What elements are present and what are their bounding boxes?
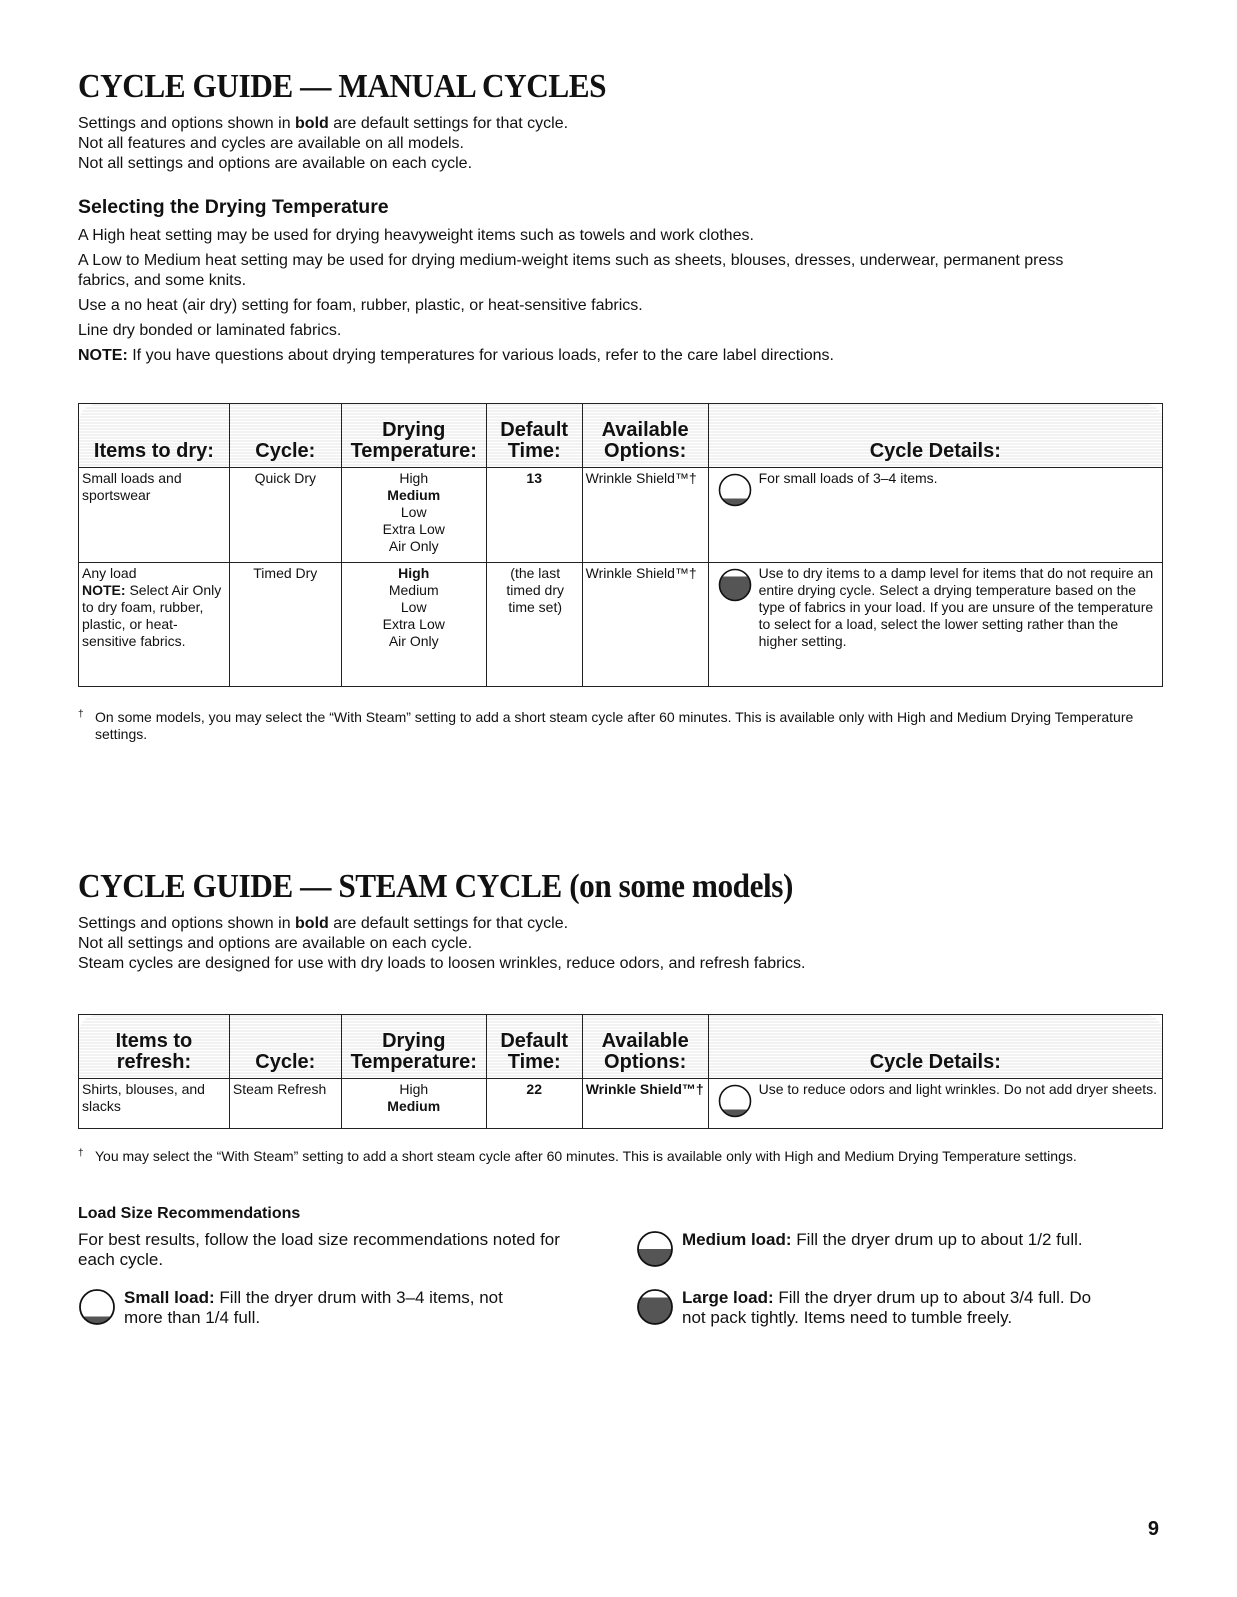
details-cell: Use to reduce odors and light wrinkles. Do not add dryer sheets. [708,1079,1162,1129]
temp-option: Low [400,504,427,520]
manual-header-row [79,404,1163,468]
header-time: Default Time: [486,404,582,468]
header-items: Items to dry: [79,404,230,468]
steam-intro [78,914,1158,974]
temp-option-default: Medium [387,487,441,503]
temp-option: Low [400,599,427,615]
medium-load-item: Medium load: Fill the dryer drum up to about 1/2 full. [636,1230,1162,1250]
temperature-cell [341,1079,486,1129]
manual-intro-line-3: Not all settings and options are available on each cycle. [78,155,473,172]
manual-intro-line-1: Settings and options shown in bold are default settings for that cycle. [78,115,569,132]
manual-intro-line-2: Not all features and cycles are available on all models. [78,135,464,152]
options-cell: Wrinkle Shield™† [582,1079,708,1129]
drying-temperature-heading: Selecting the Drying Temperature [78,196,389,218]
header-temperature: Drying Temperature: [341,1015,486,1079]
cycle-cell: Timed Dry [229,563,341,687]
options-cell: Wrinkle Shield™† [582,468,708,563]
temp-option: Extra Low [382,521,445,537]
temp-option: High [399,1081,429,1097]
steam-intro-line-2: Not all settings and options are available on each cycle. [78,935,473,952]
header-cycle: Cycle: [229,1015,341,1079]
temp-option: Medium [388,582,439,598]
items-cell: Small loads and sportswear [79,468,230,563]
table-row [79,563,1163,687]
load-size-heading: Load Size Recommendations [78,1205,301,1222]
large-load-item: Large load: Fill the dryer drum up to about 3/4 full. Do not pack tightly. Items need to tumble freely. [636,1288,1112,1328]
time-cell: 13 [486,468,582,563]
small-load-icon [718,473,752,507]
header-details: Cycle Details: [708,1015,1162,1079]
manual-title: CYCLE GUIDE — MANUAL CYCLES [78,68,607,105]
paragraph-no-heat: Use a no heat (air dry) setting for foam, rubber, plastic, or heat-sensitive fabrics. [78,297,643,314]
temp-option-default: High [398,565,430,581]
paragraph-high-heat: A High heat setting may be used for drying heavyweight items such as towels and work clothes. [78,227,754,244]
header-options: Available Options: [582,1015,708,1079]
cycle-cell: Steam Refresh [229,1079,341,1129]
table-row [79,1079,1163,1129]
steam-cycle-table [78,1014,1163,1129]
temp-option: High [399,470,429,486]
load-size-text: For best results, follow the load size recommendations noted for each cycle. [78,1230,560,1269]
small-load-icon [78,1288,116,1326]
items-cell: Shirts, blouses, and slacks [79,1079,230,1129]
temp-option: Air Only [388,633,439,649]
items-cell: Any load NOTE: Select Air Only to dry foam, rubber, plastic, or heat-sensitive fabrics. [79,563,230,687]
steam-intro-line-1: Settings and options shown in bold are default settings for that cycle. [78,915,569,932]
table-row [79,468,1163,563]
steam-intro-line-3: Steam cycles are designed for use with dry loads to loosen wrinkles, reduce odors, and refresh fabrics. [78,955,806,972]
details-cell: For small loads of 3–4 items. [708,468,1162,563]
page-number: 9 [1147,1518,1159,1540]
paragraph-low-medium-heat: A Low to Medium heat setting may be used for drying medium-weight items such as sheets, blouses, dresses, underwear, permanent press fabrics, and some knits. [78,252,1064,289]
manual-footnote: † On some models, you may select the “With Steam” setting to add a short steam cycle after 60 minutes. This is available only with High and Medium Drying Temperature settings. [78,709,1134,742]
time-cell: 22 [486,1079,582,1129]
note: NOTE: If you have questions about drying temperatures for various loads, refer to the care label directions. [78,347,834,364]
small-load-item: Small load: Fill the dryer drum with 3–4 items, not more than 1/4 full. [78,1288,534,1328]
manual-cycle-table [78,403,1163,687]
cycle-cell: Quick Dry [229,468,341,563]
header-items: Items to refresh: [79,1015,230,1079]
header-cycle: Cycle: [229,404,341,468]
paragraph-line-dry: Line dry bonded or laminated fabrics. [78,322,342,339]
temp-option-default: Medium [387,1098,441,1114]
temp-option: Extra Low [382,616,445,632]
large-load-icon [718,568,752,602]
drying-temperature-text [78,226,1088,366]
small-load-icon [718,1084,752,1118]
header-time: Default Time: [486,1015,582,1079]
temp-option: Air Only [388,538,439,554]
steam-header-row [79,1015,1163,1079]
manual-intro [78,114,1158,174]
options-cell: Wrinkle Shield™† [582,563,708,687]
header-details: Cycle Details: [708,404,1162,468]
medium-load-icon [636,1230,674,1268]
header-temperature: Drying Temperature: [341,404,486,468]
steam-footnote: † You may select the “With Steam” setting to add a short steam cycle after 60 minutes. This is available only with High and Medium Drying Temperature settings. [78,1148,1077,1164]
time-cell: (the last timed dry time set) [486,563,582,687]
details-cell: Use to dry items to a damp level for items that do not require an entire drying cycle. Select a drying temperature based on the type of fabrics in your load. If you are unsure of the temperature to select for a load, select the lower setting rather than the higher setting. [708,563,1162,687]
header-options: Available Options: [582,404,708,468]
temperature-cell [341,563,486,687]
steam-title: CYCLE GUIDE — STEAM CYCLE (on some models) [78,868,793,905]
large-load-icon [636,1288,674,1326]
temperature-cell [341,468,486,563]
